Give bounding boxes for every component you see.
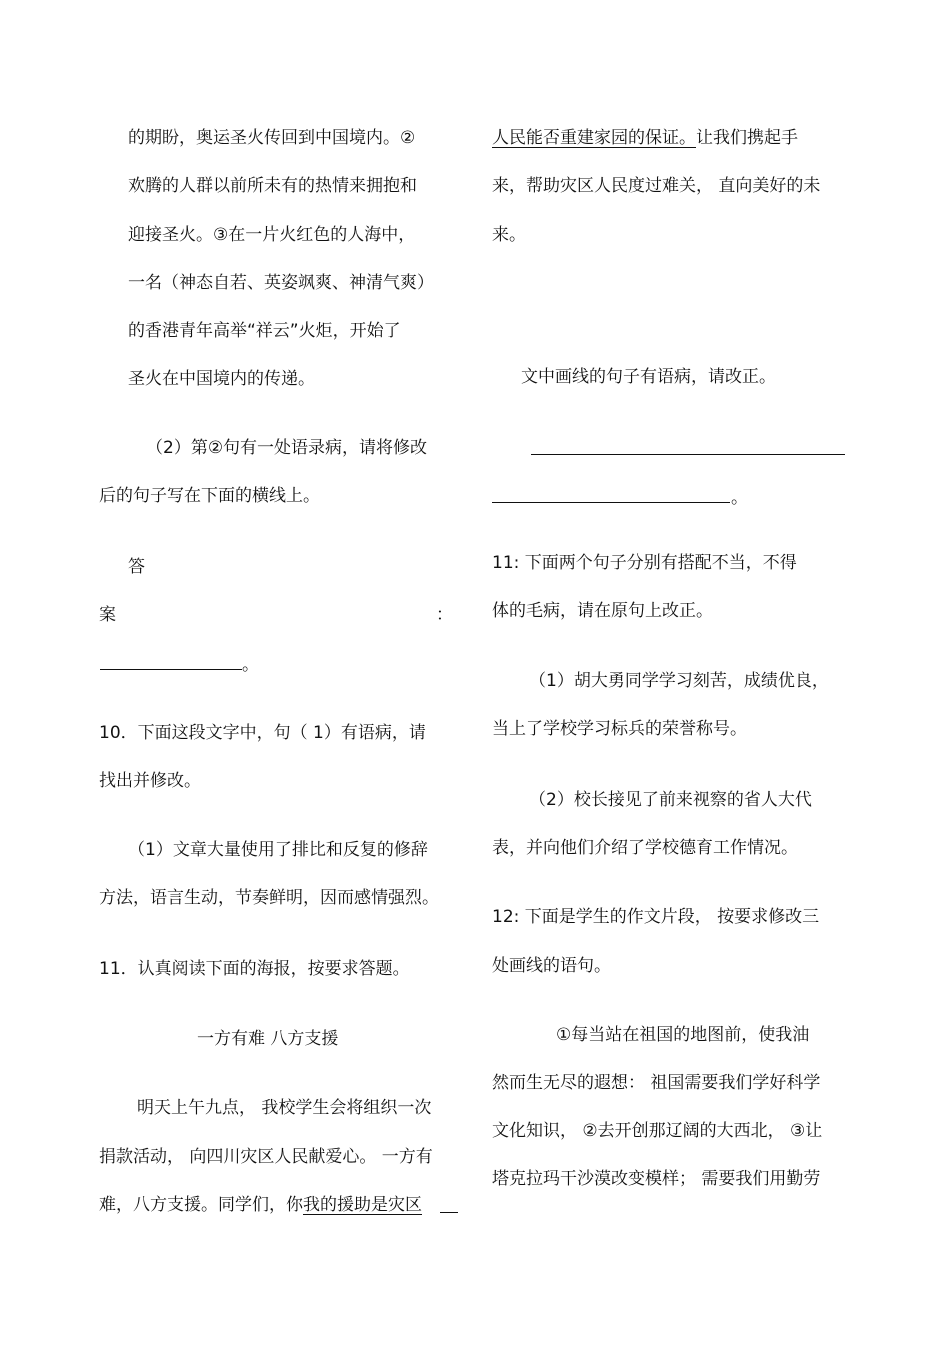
question-2-line: 后的句子写在下面的横线上。 (99, 486, 320, 506)
poster-text (492, 127, 798, 149)
question-12-line: 处画线的语句。 (492, 956, 611, 976)
question-11b-sentence: 表，并向他们介绍了学校德育工作情况。 (492, 838, 798, 858)
poster-title: 一方有难 八方支援 (197, 1029, 339, 1049)
question-12-line: 12: 下面是学生的作文片段， 按要求修改三 (492, 907, 820, 927)
poem-line: 一名（神态自若、英姿飒爽、神清气爽） (128, 273, 434, 293)
poem-line: 的香港青年高举“祥云”火炬，开始了 (128, 321, 401, 341)
question-10-sentence: 方法，语言生动，节奏鲜明，因而感情强烈。 (99, 888, 439, 908)
question-2-line: （2）第②句有一处语录病，请将修改 (146, 438, 428, 458)
answer-blank[interactable] (531, 454, 845, 455)
poster-text-plain: 让我们携起手 (696, 128, 798, 148)
poster-text-plain: 难，八方支援。同学们，你 (99, 1195, 303, 1215)
answer-period: 。 (242, 655, 259, 675)
poster-text (99, 1194, 422, 1216)
question-11b-line: 11: 下面两个句子分别有搭配不当，不得 (492, 553, 797, 573)
poster-text: 明天上午九点， 我校学生会将组织一次 (137, 1098, 432, 1118)
underline-extension (440, 1212, 458, 1213)
answer-colon: ： (436, 605, 453, 625)
question-12-passage: 塔克拉玛干沙漠改变模样； 需要我们用勤劳 (492, 1169, 821, 1189)
answer-period: 。 (731, 488, 748, 508)
answer-label: 案 (99, 605, 116, 625)
question-10-sentence: （1）文章大量使用了排比和反复的修辞 (128, 840, 428, 860)
poster-text: 来。 (492, 225, 526, 245)
poster-text: 捐款活动， 向四川灾区人民献爱心。 一方有 (99, 1147, 433, 1167)
poem-line: 欢腾的人群以前所未有的热情来拥抱和 (128, 176, 417, 196)
poem-line: 圣火在中国境内的传递。 (128, 369, 315, 389)
question-11-prompt: 文中画线的句子有语病，请改正。 (521, 367, 776, 387)
question-11b-sentence: 当上了学校学习标兵的荣誉称号。 (492, 719, 747, 739)
question-12-passage: 文化知识， ②去开创那辽阔的大西北， ③让 (492, 1121, 823, 1141)
poster-text: 来，帮助灾区人民度过难关， 直向美好的未 (492, 176, 821, 196)
answer-label: 答 (128, 557, 145, 577)
question-10-line: 10．下面这段文字中，句（ 1）有语病，请 (99, 723, 426, 743)
question-11b-sentence: （1）胡大勇同学学习刻苦，成绩优良， (529, 671, 829, 691)
question-12-passage: ①每当站在祖国的地图前，使我油 (556, 1025, 810, 1045)
underlined-sentence: 我的援助是灾区 (303, 1195, 422, 1215)
question-11b-line: 体的毛病，请在原句上改正。 (492, 601, 713, 621)
question-11-line: 11．认真阅读下面的海报，按要求答题。 (99, 959, 410, 979)
question-10-line: 找出并修改。 (99, 771, 201, 791)
answer-blank[interactable] (100, 669, 242, 670)
poem-line: 的期盼，奥运圣火传回到中国境内。② (128, 128, 416, 148)
answer-blank[interactable] (492, 502, 730, 503)
question-12-passage: 然而生无尽的遐想： 祖国需要我们学好科学 (492, 1073, 821, 1093)
poem-line: 迎接圣火。③在一片火红色的人海中， (128, 225, 416, 245)
underlined-sentence: 人民能否重建家园的保证。 (492, 128, 696, 148)
question-11b-sentence: （2）校长接见了前来视察的省人大代 (529, 790, 812, 810)
